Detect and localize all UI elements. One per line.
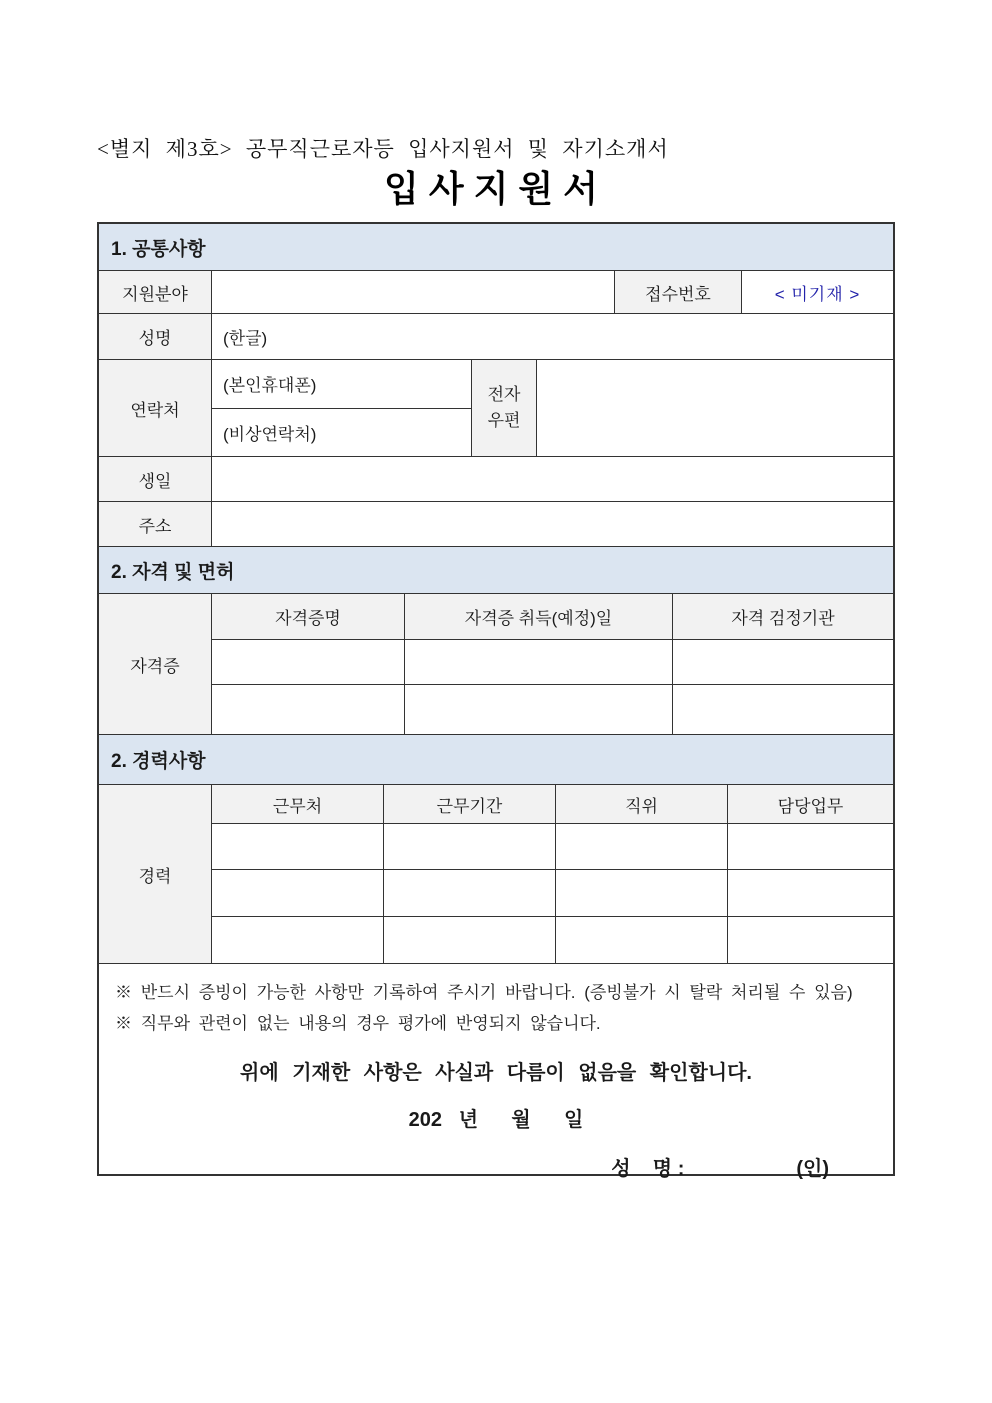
section-heading-career (99, 735, 893, 785)
license-col-name: 자격증명 (212, 594, 405, 639)
email-label-line1: 전자 (487, 385, 521, 404)
email-input (537, 360, 893, 456)
license-date-input-2 (405, 685, 673, 735)
career-data-row-3 (212, 917, 893, 964)
license-name-input-2 (212, 685, 405, 735)
career-position-input-1 (556, 824, 728, 869)
section-heading-career-label: 2. 경력사항 (111, 751, 206, 772)
license-header-row (212, 594, 893, 640)
contact-row (99, 360, 893, 457)
career-row-label: 경력 (99, 785, 212, 963)
career-duty-input-2 (728, 870, 893, 916)
career-period-input-1 (384, 824, 556, 869)
career-period-input-2 (384, 870, 556, 916)
license-col-date: 자격증 취득(예정)일 (405, 594, 673, 639)
address-row (99, 502, 893, 547)
license-data-row-1 (212, 640, 893, 685)
career-position-input-3 (556, 917, 728, 964)
emergency-contact-input: (비상연락처) (223, 424, 317, 444)
license-row-label: 자격증 (99, 594, 212, 734)
footer-note-2: ※ 직무와 관련이 없는 내용의 경우 평가에 반영되지 않습니다. (115, 1014, 601, 1033)
career-duty-input-3 (728, 917, 893, 964)
name-input: (한글) (223, 329, 268, 348)
career-data-row-1 (212, 824, 893, 870)
license-agency-input-1 (673, 640, 893, 684)
section-heading-common (99, 224, 893, 271)
email-label-line2: 우편 (487, 411, 521, 430)
birthday-label: 생일 (99, 457, 212, 501)
career-position-input-2 (556, 870, 728, 916)
application-form-table (97, 222, 895, 1180)
signature-label: 성 명 : (611, 1158, 685, 1180)
name-row (99, 314, 893, 360)
signature-row (115, 1152, 877, 1181)
address-label: 주소 (99, 502, 212, 546)
license-data-row-2 (212, 685, 893, 735)
seal-mark: (인) (796, 1158, 829, 1180)
confirmation-statement: 위에 기재한 사항은 사실과 다름이 없음을 확인합니다. (240, 1062, 752, 1084)
career-col-workplace: 근무처 (212, 785, 384, 823)
license-block (99, 594, 893, 735)
license-agency-input-2 (673, 685, 893, 735)
license-subtable (212, 594, 893, 734)
receipt-no-value: < 미기재 > (774, 284, 861, 304)
career-workplace-input-2 (212, 870, 384, 916)
phone-input: (본인휴대폰) (212, 360, 471, 409)
license-date-input-1 (405, 640, 673, 684)
career-workplace-input-1 (212, 824, 384, 869)
career-subtable (212, 785, 893, 963)
apply-field-label: 지원분야 (99, 271, 212, 313)
apply-field-input (212, 271, 615, 313)
career-data-row-2 (212, 870, 893, 917)
section-heading-license (99, 547, 893, 594)
career-col-duty: 담당업무 (728, 785, 893, 823)
apply-field-row (99, 271, 893, 314)
career-col-period: 근무기간 (384, 785, 556, 823)
footer-block (99, 964, 893, 1180)
section-heading-license-label: 2. 자격 및 면허 (111, 561, 235, 583)
footer-note-1: ※ 반드시 증빙이 가능한 사항만 기록하여 주시기 바랍니다. (증빙불가 시 탈락 처리될 수 있음) (115, 983, 853, 1002)
date-line: 202 년 월 일 (408, 1109, 584, 1131)
section-heading-common-label: 1. 공통사항 (111, 238, 206, 260)
document-title: 입사지원서 (384, 168, 608, 209)
career-header-row (212, 785, 893, 824)
career-duty-input-1 (728, 824, 893, 869)
email-label (472, 360, 537, 456)
license-name-input-1 (212, 640, 405, 684)
name-label: 성명 (99, 314, 212, 359)
contact-phone-stack (212, 360, 472, 456)
career-block (99, 785, 893, 964)
birthday-input (212, 457, 893, 501)
license-col-agency: 자격 검정기관 (673, 594, 893, 639)
birthday-row (99, 457, 893, 502)
career-col-position: 직위 (556, 785, 728, 823)
career-workplace-input-3 (212, 917, 384, 964)
address-input (212, 502, 893, 546)
document-subtitle: <별지 제3호> 공무직근로자등 입사지원서 및 자기소개서 (97, 137, 669, 161)
contact-label: 연락처 (99, 360, 212, 456)
career-period-input-3 (384, 917, 556, 964)
receipt-no-label: 접수번호 (615, 271, 742, 313)
